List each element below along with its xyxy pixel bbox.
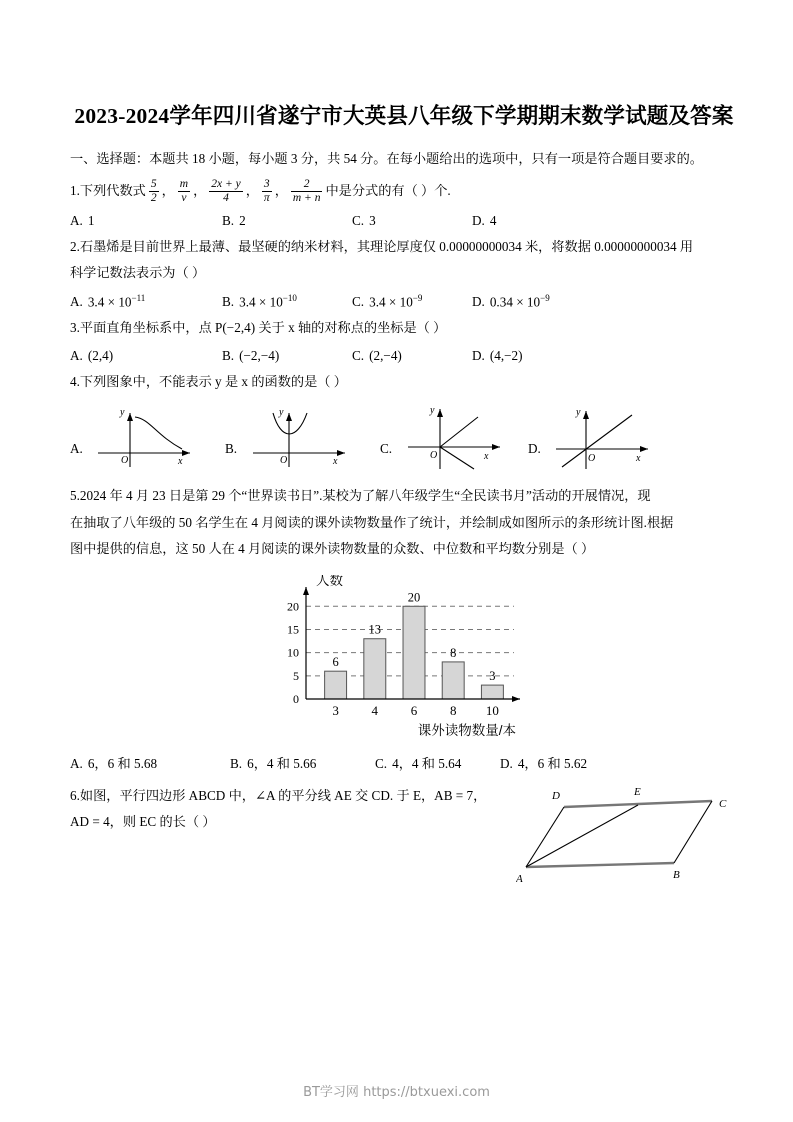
vertex-label-e: E [634,785,641,798]
option-5-d[interactable]: D. 4，6 和 5.62 [500,755,588,771]
question-4-graph-options [70,401,738,473]
option-1-d[interactable]: D. 4 [472,212,497,228]
question-4-line-1: 4.下列图象中，不能表示 y 是 x 的函数的是（ ） [70,373,347,389]
svg-text:x: x [636,453,641,465]
vertex-label-c: C [719,797,727,810]
question-4 [70,369,738,395]
question-1-options [70,208,738,234]
svg-text:3: 3 [489,668,496,683]
svg-text:4: 4 [371,702,379,718]
two-rays-graph-icon [400,401,520,473]
fraction-3: $\frac{2x + y}{4}$ [211,177,241,204]
question-2-line-2: 科学记数法表示为（ ） [70,265,206,281]
question-5 [70,483,738,562]
svg-text:O: O [280,455,288,467]
fraction-2: $\frac{m}{v}$ [179,177,189,204]
option-3-d[interactable]: D. (4,−2) [472,347,523,363]
question-5-options [70,751,738,777]
svg-text:6: 6 [410,702,418,718]
footer-site: BT学习网 [303,1085,359,1100]
svg-text:x: x [333,456,338,468]
option-3-a[interactable]: A. (2,4) [70,347,114,363]
vertex-label-b: B [673,868,680,881]
parabola-graph-icon [245,401,365,473]
svg-text:O: O [430,450,438,462]
parallelogram-figure [516,783,746,888]
svg-text:课外读物数量/本: 课外读物数量/本 [417,722,516,738]
question-2 [70,234,738,287]
question-2-options [70,289,738,315]
question-1-stem-suffix: 中是分式的有（ ）个. [325,183,451,199]
question-6-line-2: AD = 4，则 EC 的长（ ） [70,813,216,829]
svg-text:人数: 人数 [316,574,343,588]
reading-count-bar-chart [270,575,560,745]
option-3-c[interactable]: C. (2,−4) [352,347,402,363]
option-3-b[interactable]: B. (−2,−4) [222,347,280,363]
question-6 [70,783,738,885]
question-1-stem-prefix: 1.下列代数式 [70,183,146,199]
option-4-c[interactable] [380,401,540,473]
svg-text:y: y [430,405,435,417]
svg-text:10: 10 [287,645,299,660]
footer-url: https://btxuexi.com [363,1085,490,1100]
option-4-b-label: B. [225,441,238,457]
page-title: 2023-2024学年四川省遂宁市大英县八年级下学期期末数学试题及答案 [74,104,734,128]
hyperbola-graph-icon [90,401,210,473]
svg-text:20: 20 [407,589,421,604]
question-1 [70,178,738,205]
question-2-line-1: 2.石墨烯是目前世界上最薄、最坚硬的纳米材料，其理论厚度仅 0.00000000034 米，将数据 0.00000000034 用 [70,238,694,254]
option-2-a[interactable]: A. $3.4 \times 10^{-11}$ [70,292,146,309]
option-4-b[interactable] [225,401,385,473]
question-3 [70,315,738,341]
option-5-c[interactable]: C. 4，4 和 5.64 [375,755,462,771]
svg-text:3: 3 [332,702,339,718]
option-2-b[interactable]: B. $3.4 \times 10^{-10}$ [222,292,297,309]
svg-text:8: 8 [449,702,457,718]
question-6-line-1: 6.如图，平行四边形 ABCD 中，∠A 的平分线 AE 交 CD. 于 E，AB = 7， [70,787,487,803]
svg-text:6: 6 [332,654,339,669]
option-5-b[interactable]: B. 6，4 和 5.66 [230,755,317,771]
option-1-a[interactable]: A. 1 [70,212,95,228]
question-5-line-1: 5.2024 年 4 月 23 日是第 29 个“世界读书日”.某校为了解八年级学生“全民读书月”活动的开展情况，现 [70,488,651,504]
bar-chart-figure [70,575,738,747]
fraction-1: $\frac{5}{2}$ [150,177,157,204]
svg-text:x: x [484,451,489,463]
svg-text:y: y [576,407,581,419]
option-1-b[interactable]: B. 2 [222,212,246,228]
vertex-label-d: D [552,789,560,802]
fraction-4: $\frac{3}{\pi}$ [263,177,270,204]
option-4-d-label: D. [528,441,541,457]
svg-text:5: 5 [293,668,299,683]
option-2-d[interactable]: D. $0.34 \times 10^{-9}$ [472,292,550,309]
svg-text:8: 8 [450,645,457,660]
vertex-label-a: A [516,872,523,885]
option-4-a[interactable] [70,401,230,473]
svg-text:10: 10 [485,702,499,718]
svg-text:y: y [279,407,284,419]
footer [0,1081,793,1100]
question-6-text [70,783,500,836]
option-2-c[interactable]: C. $3.4 \times 10^{-9}$ [352,292,423,309]
svg-text:x: x [178,456,183,468]
svg-text:20: 20 [287,598,299,613]
option-1-c[interactable]: C. 3 [352,212,376,228]
option-4-a-label: A. [70,441,83,457]
question-5-line-2: 在抽取了八年级的 50 名学生在 4 月阅读的课外读物数量作了统计，并绘制成如图所示的条形统计图.根据 [70,514,674,530]
svg-text:15: 15 [287,622,299,637]
question-3-line-1: 3.平面直角坐标系中，点 P(−2,4) 关于 x 轴的对称点的坐标是（ ） [70,319,447,335]
option-4-c-label: C. [380,441,393,457]
svg-text:O: O [121,455,129,467]
line-graph-icon [548,401,668,473]
svg-text:13: 13 [368,622,382,637]
svg-text:y: y [120,407,125,419]
question-5-line-3: 图中提供的信息，这 50 人在 4 月阅读的课外读物数量的众数、中位数和平均数分别是（ ） [70,541,595,557]
svg-text:O: O [588,453,596,465]
question-3-options [70,343,738,369]
svg-text:0: 0 [293,691,299,706]
option-4-d[interactable] [528,401,688,473]
option-5-a[interactable]: A. 6，6 和 5.68 [70,755,158,771]
section-intro: 一、选择题：本题共 18 小题，每小题 3 分，共 54 分。在每小题给出的选项中，只有一项是符合题目要求的。 [70,151,703,167]
question-1-stem: 1.下列代数式 $\frac{5}{2}$ ， $\frac{m}{v}$ ， $\frac{2x + y}{4}$ ， $\frac{3}{\pi}$ ， $\frac{2}{m + n}$ 中是分式的有（ ）个. [70,177,451,204]
fraction-5: $\frac{2}{m + n}$ [292,177,321,204]
